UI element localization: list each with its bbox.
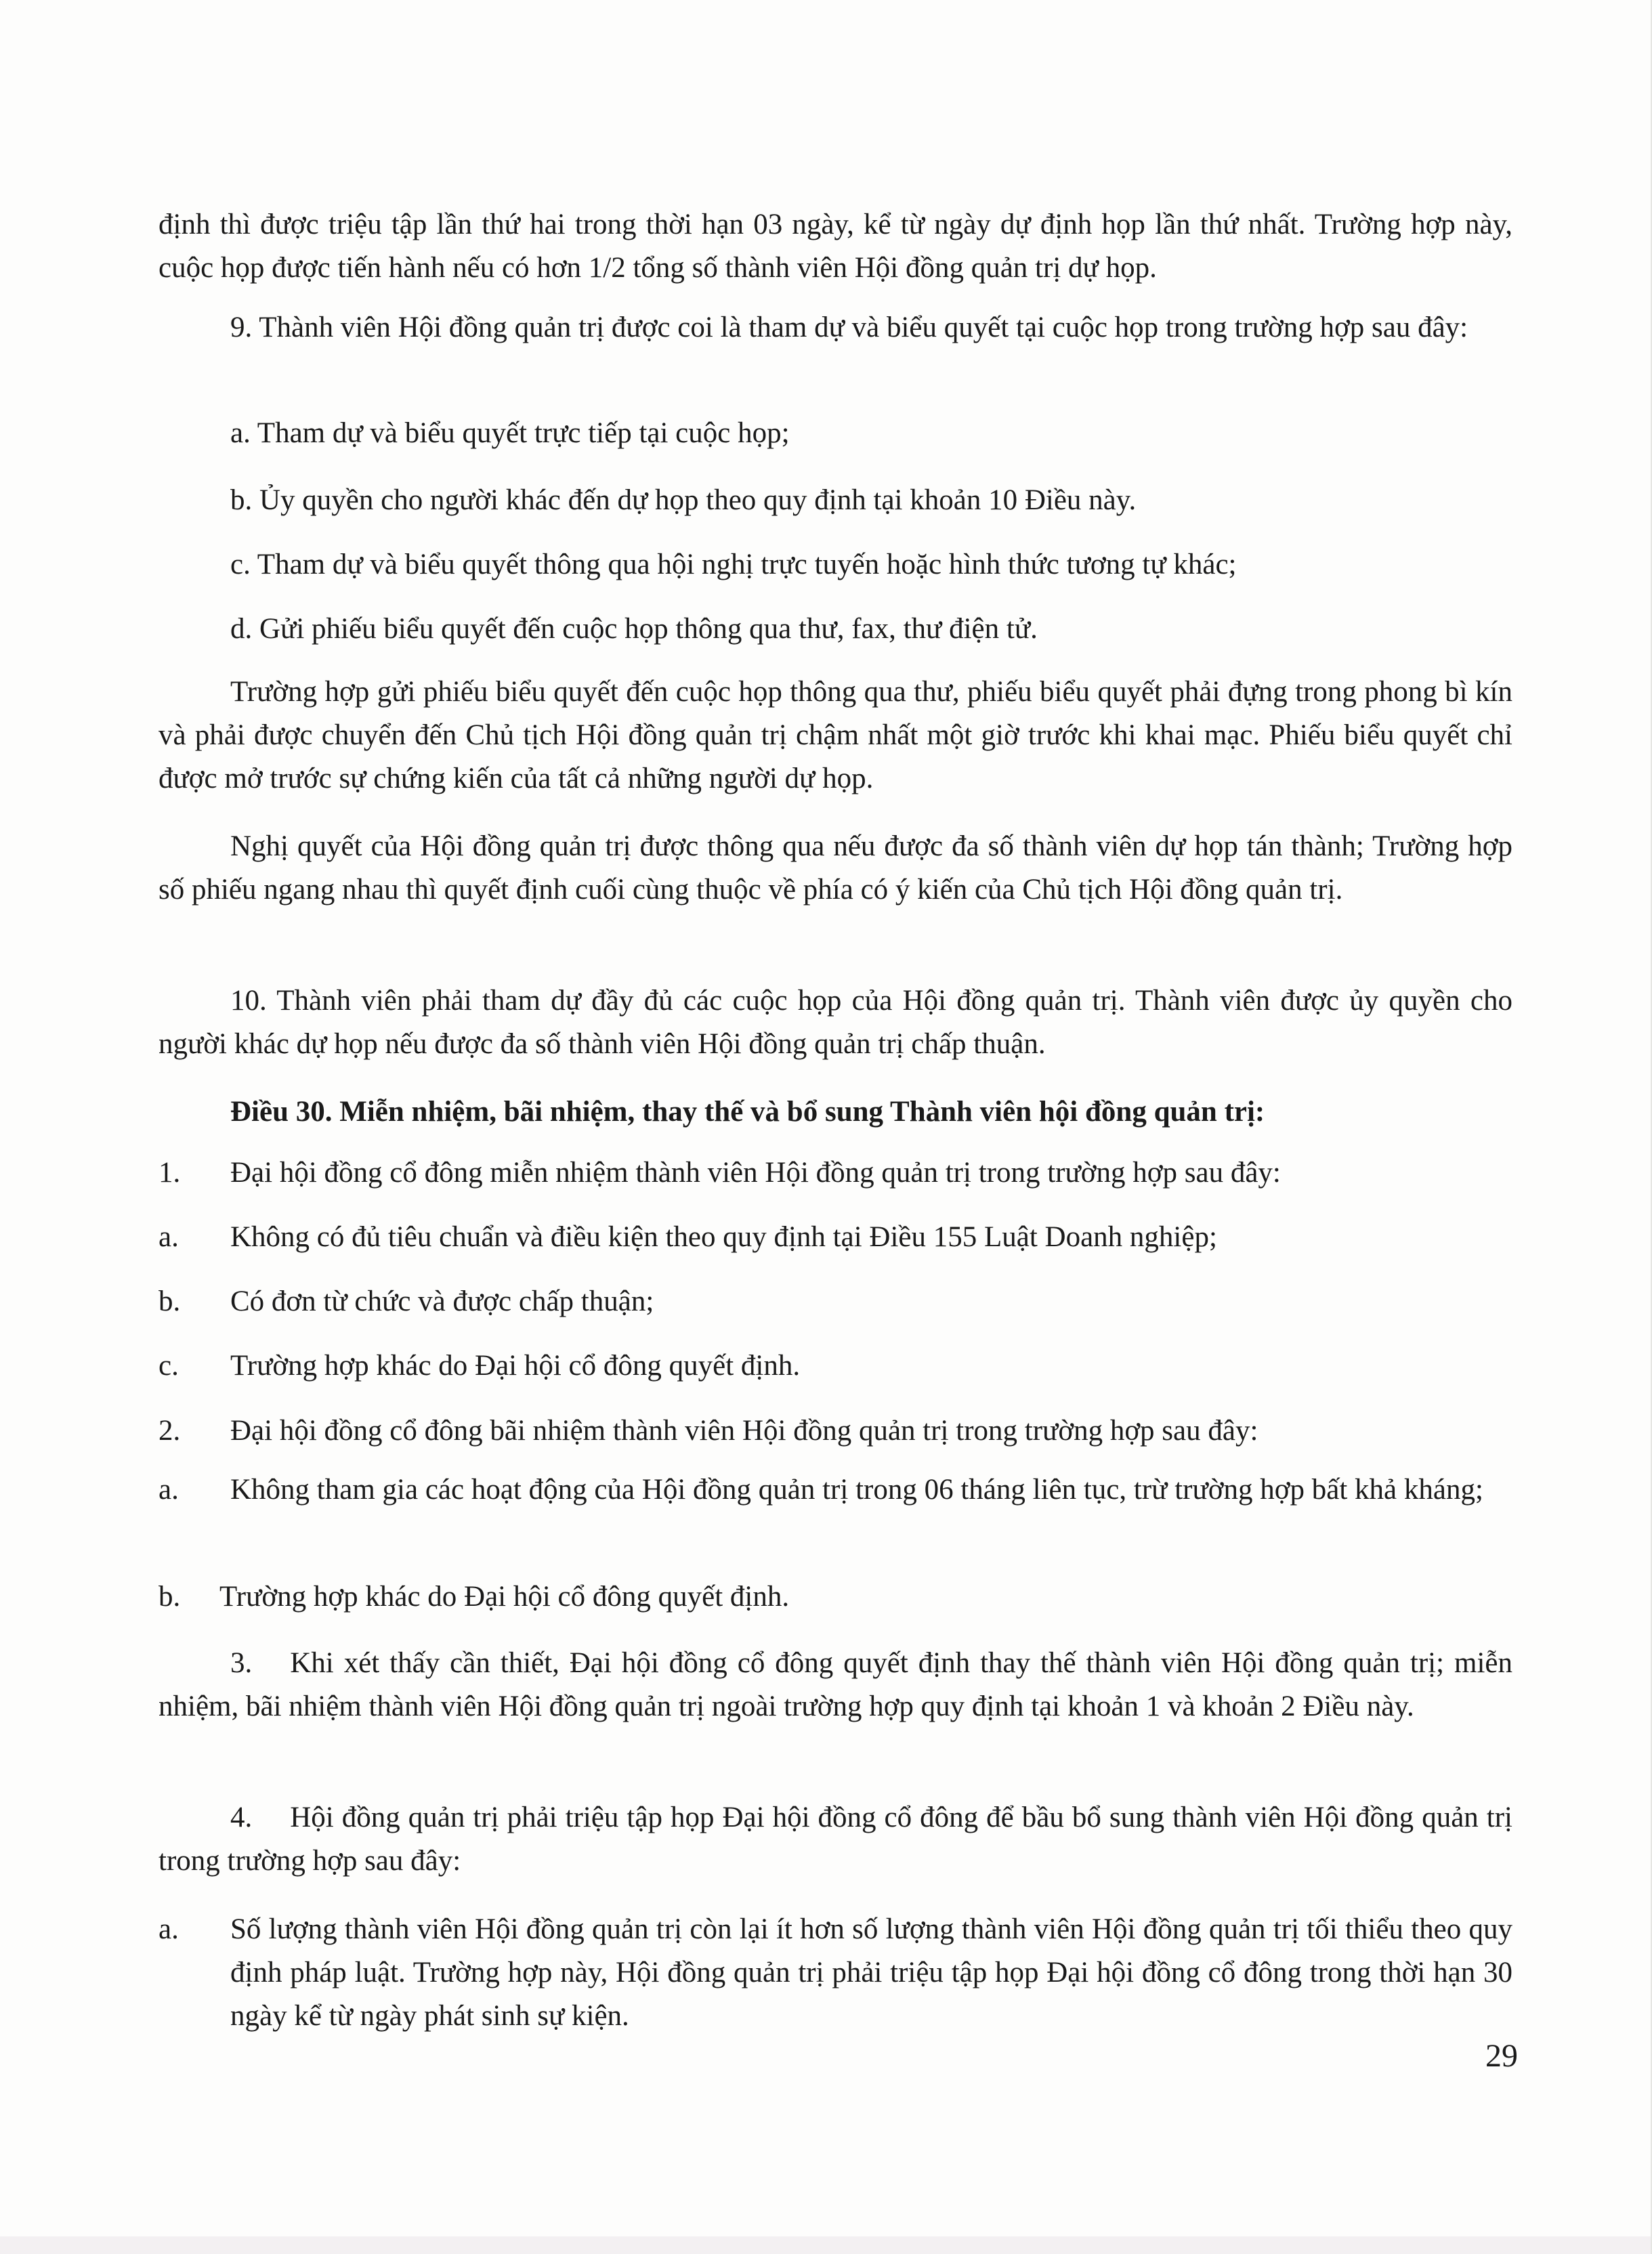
paragraph-continuation: định thì được triệu tập lần thứ hai trong thời hạn 03 ngày, kể từ ngày dự định họp lần thứ nhất. Trường hợp này, cuộc họp được tiến hành nếu có hơn 1/2 tổng số thành viên Hội đồng quản trị dự họp.: [158, 209, 1512, 284]
clause-9-vote-by-mail: Trường hợp gửi phiếu biểu quyết đến cuộc họp thông qua thư, phiếu biểu quyết phải đựng trong phong bì kín và phải được chuyển đến Chủ tịch Hội đồng quản trị chậm nhất một giờ trước khi khai mạc. Phiếu biểu quyết chỉ được mở trước sự chứng kiến của tất cả những người dự họp.: [158, 676, 1512, 794]
list-text: Khi xét thấy cần thiết, Đại hội đồng cổ đông quyết định thay thế thành viên Hội đồng quản trị; miễn nhiệm, bãi nhiệm thành viên Hội đồng quản trị ngoài trường hợp quy định tại khoản 1 và khoản 2 Điều này.: [158, 1647, 1512, 1722]
list-marker: 3.: [230, 1647, 253, 1679]
clause-9: 9. Thành viên Hội đồng quản trị được coi là tham dự và biểu quyết tại cuộc họp trong trường hợp sau đây:: [230, 312, 1468, 343]
list-text: Đại hội đồng cổ đông miễn nhiệm thành viên Hội đồng quản trị trong trường hợp sau đây:: [230, 1157, 1281, 1189]
list-marker: 2.: [158, 1415, 181, 1447]
article-30-item-2: [158, 1409, 1512, 1453]
list-marker: b.: [158, 1285, 181, 1317]
list-marker: a.: [158, 1913, 179, 1945]
list-text: Không tham gia các hoạt động của Hội đồng quản trị trong 06 tháng liên tục, trừ trường hợp bất khả kháng;: [230, 1474, 1483, 1506]
clause-9-item-c: c. Tham dự và biểu quyết thông qua hội nghị trực tuyến hoặc hình thức tương tự khác;: [230, 549, 1237, 580]
article-30-item-1a: [158, 1216, 1512, 1259]
list-marker: a.: [158, 1474, 179, 1506]
article-30-item-3: [158, 1642, 1512, 1728]
list-marker: b.: [158, 1581, 181, 1613]
list-text-block: [158, 1642, 1512, 1728]
scan-edge: [0, 2236, 1651, 2254]
list-text: Hội đồng quản trị phải triệu tập họp Đại hội đồng cổ đông để bầu bổ sung thành viên Hội đồng quản trị trong trường hợp sau đây:: [158, 1802, 1512, 1877]
clause-10: 10. Thành viên phải tham dự đầy đủ các cuộc họp của Hội đồng quản trị. Thành viên được ủy quyền cho người khác dự họp nếu được đa số thành viên Hội đồng quản trị chấp thuận.: [158, 985, 1512, 1060]
list-marker: 4.: [230, 1802, 253, 1833]
article-30-heading: Điều 30. Miễn nhiệm, bãi nhiệm, thay thế và bổ sung Thành viên hội đồng quản trị:: [230, 1096, 1265, 1128]
clause-9-item-b: b. Ủy quyền cho người khác đến dự họp theo quy định tại khoản 10 Điều này.: [230, 484, 1137, 516]
clause-9-resolution: Nghị quyết của Hội đồng quản trị được thông qua nếu được đa số thành viên dự họp tán thành; Trường hợp số phiếu ngang nhau thì quyết định cuối cùng thuộc về phía có ý kiến của Chủ tịch Hội đồng quản trị.: [158, 830, 1512, 906]
list-text-block: [158, 1796, 1512, 1883]
article-30-item-1c: [158, 1344, 1512, 1388]
clause-9-item-d: d. Gửi phiếu biểu quyết đến cuộc họp thông qua thư, fax, thư điện tử.: [230, 613, 1038, 645]
article-30-item-1: [158, 1151, 1512, 1195]
article-30-item-1b: [158, 1280, 1512, 1323]
list-text: Số lượng thành viên Hội đồng quản trị còn lại ít hơn số lượng thành viên Hội đồng quản trị tối thiểu theo quy định pháp luật. Trường hợp này, Hội đồng quản trị phải triệu tập họp Đại hội đồng cổ đông trong thời hạn 30 ngày kể từ ngày phát sinh sự kiện.: [230, 1913, 1512, 2032]
article-30-item-4a: [158, 1908, 1512, 2038]
list-text: Có đơn từ chức và được chấp thuận;: [230, 1285, 654, 1317]
article-30-item-2a: [158, 1468, 1512, 1512]
list-text: Trường hợp khác do Đại hội cổ đông quyết định.: [219, 1581, 790, 1613]
article-30-item-2b: [158, 1575, 1512, 1619]
list-marker: 1.: [158, 1157, 181, 1189]
article-30-item-4: [158, 1796, 1512, 1883]
clause-9-item-a: a. Tham dự và biểu quyết trực tiếp tại cuộc họp;: [230, 417, 790, 449]
list-text: Đại hội đồng cổ đông bãi nhiệm thành viên Hội đồng quản trị trong trường hợp sau đây:: [230, 1415, 1258, 1447]
list-marker: c.: [158, 1350, 179, 1382]
list-text: Không có đủ tiêu chuẩn và điều kiện theo quy định tại Điều 155 Luật Doanh nghiệp;: [230, 1221, 1217, 1253]
list-text: Trường hợp khác do Đại hội cổ đông quyết định.: [230, 1350, 801, 1382]
list-marker: a.: [158, 1221, 179, 1253]
page-number: 29: [1485, 2038, 1518, 2074]
